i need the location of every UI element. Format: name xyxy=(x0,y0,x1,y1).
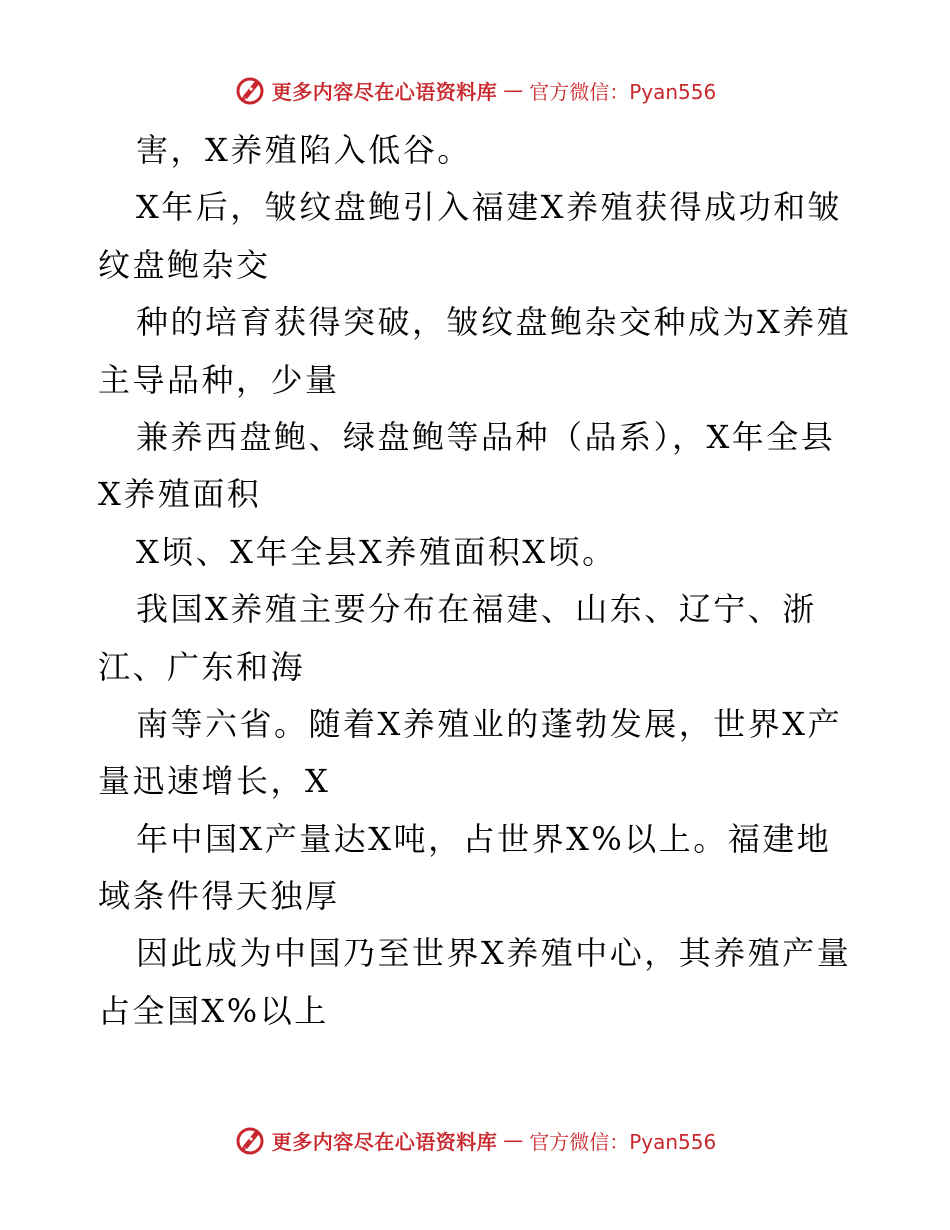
text-line: 兼养西盘鲍、绿盘鲍等品种（品系），X年全县 xyxy=(136,417,836,456)
text-line: 年中国X产量达X吨，占世界X%以上。福建地 xyxy=(136,819,832,858)
text-line: 害，X养殖陷入低谷。 xyxy=(136,131,472,169)
text-line: 我国X养殖主要分布在福建、山东、辽宁、浙 xyxy=(136,590,817,629)
text-line: 域条件得天独厚 xyxy=(98,877,340,916)
text-line: X年后，皱纹盘鲍引入福建X养殖获得成功和皱 xyxy=(136,188,843,227)
text-line: 占全国X%以上 xyxy=(98,991,329,1030)
text-line: 南等六省。随着X养殖业的蓬勃发展，世界X产 xyxy=(136,704,843,743)
text-line: 量迅速增长，X xyxy=(98,762,331,801)
header-watermark xyxy=(0,70,950,110)
watermark-wechat: 官方微信：Pyan556 xyxy=(529,1129,717,1154)
body-paragraph xyxy=(98,122,858,1040)
text-line: 主导品种，少量 xyxy=(98,360,340,399)
watermark-brand: 更多内容尽在心语资料库 xyxy=(271,1129,498,1154)
watermark-wechat: 官方微信：Pyan556 xyxy=(529,79,717,104)
pen-logo-icon xyxy=(234,74,266,106)
text-line: 江、广东和海 xyxy=(98,647,306,686)
pen-logo-icon xyxy=(234,1124,266,1156)
text-line: X顷、X年全县X养殖面积X顷。 xyxy=(136,532,617,571)
text-line: X养殖面积 xyxy=(98,475,262,514)
watermark-separator: — xyxy=(503,78,524,102)
watermark-brand: 更多内容尽在心语资料库 xyxy=(271,79,498,104)
watermark-separator: — xyxy=(503,1128,524,1152)
footer-watermark xyxy=(0,1120,950,1160)
text-line: 纹盘鲍杂交 xyxy=(98,245,271,284)
text-line: 种的培育获得突破，皱纹盘鲍杂交种成为X养殖 xyxy=(136,303,852,342)
text-line: 因此成为中国乃至世界X养殖中心，其养殖产量 xyxy=(136,934,852,973)
